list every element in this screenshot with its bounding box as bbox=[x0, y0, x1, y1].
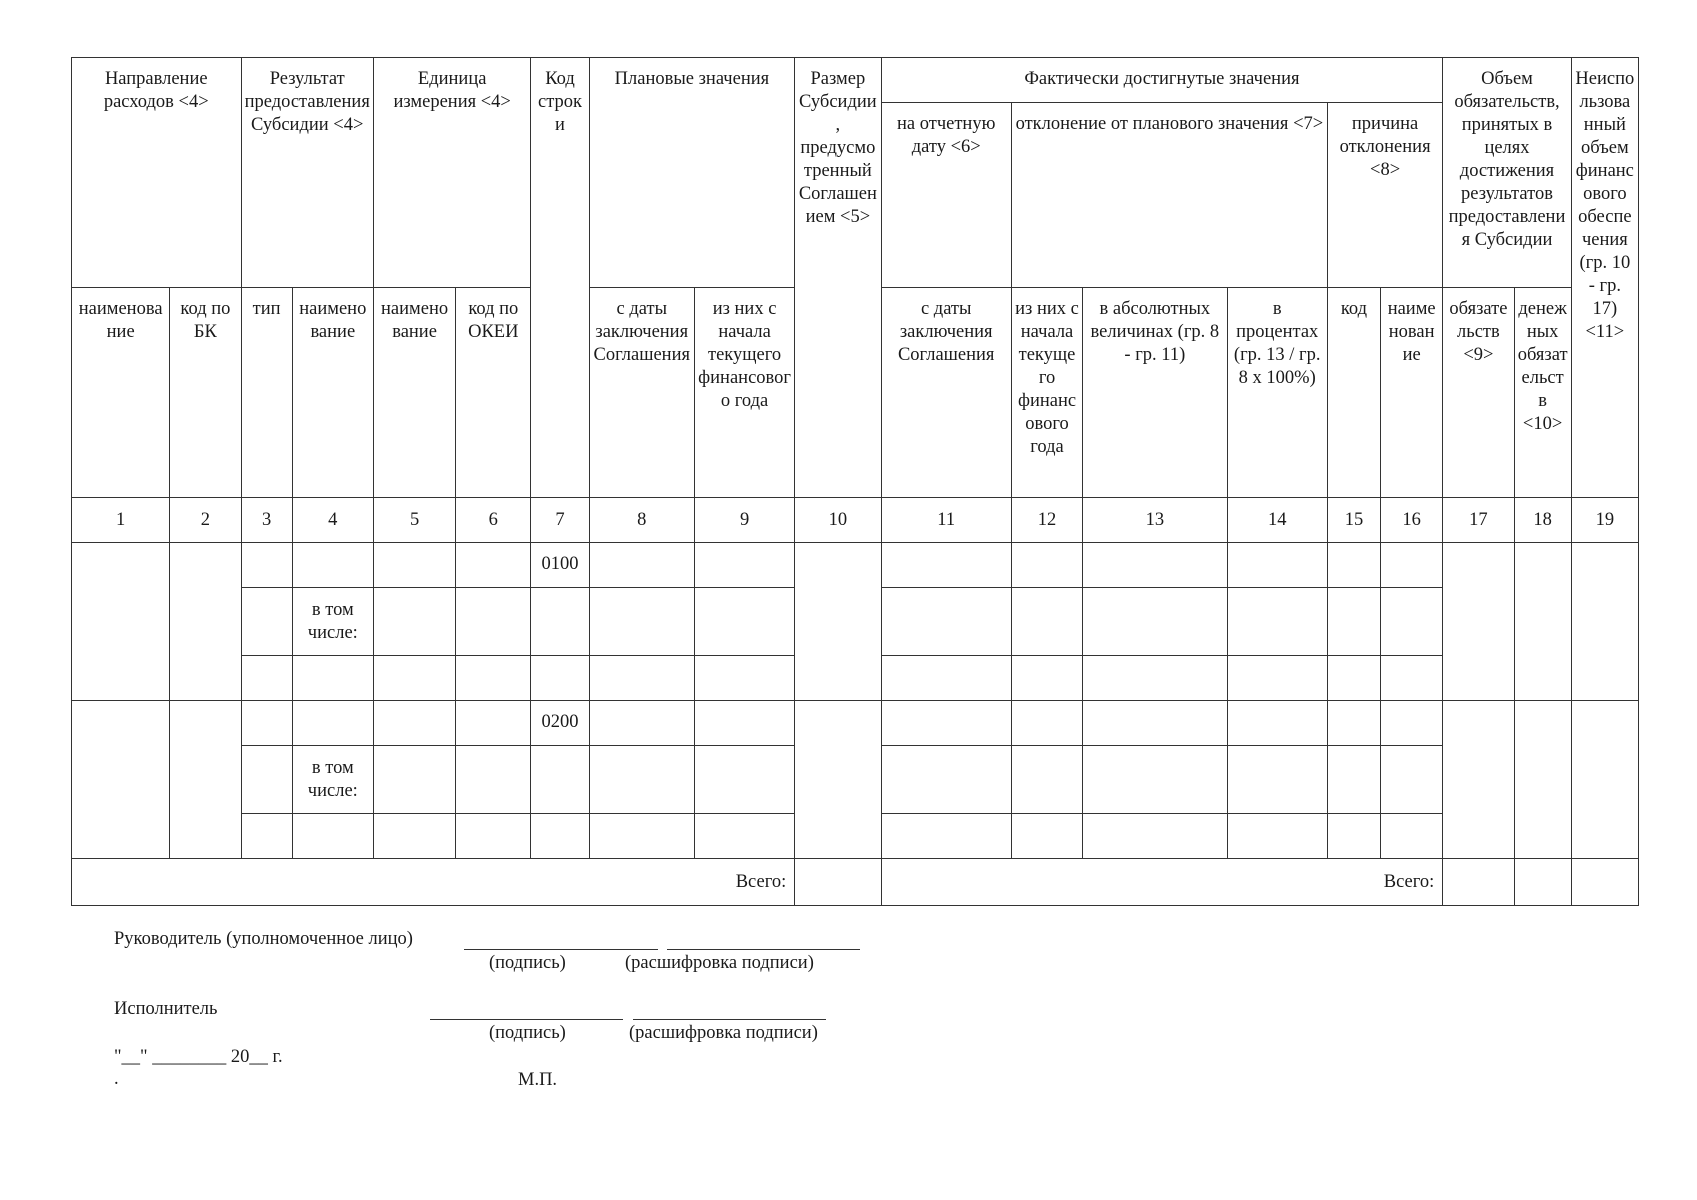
subheader-obligations: обязательств <9> bbox=[1443, 288, 1514, 498]
cell-reason-name[interactable] bbox=[1381, 656, 1443, 701]
report-table-frame bbox=[71, 57, 1639, 905]
cell-line-code[interactable] bbox=[531, 746, 589, 814]
column-number: 19 bbox=[1571, 498, 1638, 543]
head-signature-caption: (подпись) bbox=[489, 953, 566, 973]
cell-reason-name[interactable] bbox=[1381, 746, 1443, 814]
cell-obligations[interactable] bbox=[1443, 543, 1514, 701]
head-decode-line[interactable] bbox=[667, 949, 860, 950]
cell-result-name[interactable] bbox=[292, 543, 373, 588]
cell-plan-from-date[interactable] bbox=[589, 746, 694, 814]
head-decode-caption: (расшифровка подписи) bbox=[625, 953, 814, 973]
header-report-date: на отчетную дату <6> bbox=[881, 103, 1011, 288]
cell-total-subsidy-size[interactable] bbox=[795, 859, 881, 906]
column-number: 16 bbox=[1381, 498, 1443, 543]
cell-plan-from-date[interactable] bbox=[589, 543, 694, 588]
cell-money-obligations[interactable] bbox=[1514, 543, 1571, 701]
subheader-fact-from-date: с даты заключения Соглашения bbox=[881, 288, 1011, 498]
cell-deviation-percent[interactable] bbox=[1227, 656, 1327, 701]
column-number: 4 bbox=[292, 498, 373, 543]
column-number: 7 bbox=[531, 498, 589, 543]
cell-line-code: 0100 bbox=[531, 543, 589, 588]
including-label: в том числе: bbox=[292, 588, 373, 656]
cell-fact-current-year[interactable] bbox=[1011, 814, 1082, 859]
cell-reason-name[interactable] bbox=[1381, 701, 1443, 746]
cell-unit-name[interactable] bbox=[373, 746, 455, 814]
date-line: "__" ________ 20__ г. bbox=[114, 1047, 283, 1067]
cell-fact-from-date[interactable] bbox=[881, 656, 1011, 701]
cell-direction-name[interactable] bbox=[72, 701, 170, 859]
subheader-reason-code: код bbox=[1327, 288, 1380, 498]
cell-plan-current-year[interactable] bbox=[694, 814, 794, 859]
cell-result-type[interactable] bbox=[241, 543, 292, 588]
cell-result-type[interactable] bbox=[241, 656, 292, 701]
cell-total-money-obligations[interactable] bbox=[1514, 859, 1571, 906]
subheader-deviation-absolute: в абсолютных величинах (гр. 8 - гр. 11) bbox=[1083, 288, 1227, 498]
cell-result-type[interactable] bbox=[241, 746, 292, 814]
cell-result-name[interactable] bbox=[292, 814, 373, 859]
cell-unit-name[interactable] bbox=[373, 701, 455, 746]
cell-fact-from-date[interactable] bbox=[881, 746, 1011, 814]
column-number: 9 bbox=[694, 498, 794, 543]
cell-unit-name[interactable] bbox=[373, 543, 455, 588]
cell-fact-current-year[interactable] bbox=[1011, 543, 1082, 588]
cell-okei-code[interactable] bbox=[456, 588, 531, 656]
cell-plan-from-date[interactable] bbox=[589, 656, 694, 701]
cell-unit-name[interactable] bbox=[373, 656, 455, 701]
cell-fact-current-year[interactable] bbox=[1011, 701, 1082, 746]
cell-plan-from-date[interactable] bbox=[589, 588, 694, 656]
cell-unit-name[interactable] bbox=[373, 814, 455, 859]
cell-reason-code[interactable] bbox=[1327, 656, 1380, 701]
cell-okei-code[interactable] bbox=[456, 543, 531, 588]
cell-result-name[interactable] bbox=[292, 701, 373, 746]
cell-reason-name[interactable] bbox=[1381, 588, 1443, 656]
cell-deviation-absolute[interactable] bbox=[1083, 701, 1227, 746]
cell-line-code[interactable] bbox=[531, 814, 589, 859]
total-label-right: Всего: bbox=[881, 859, 1443, 906]
cell-deviation-absolute[interactable] bbox=[1083, 814, 1227, 859]
header-line-code: Код строки bbox=[531, 58, 589, 498]
header-plan-values: Плановые значения bbox=[589, 58, 795, 288]
cell-okei-code[interactable] bbox=[456, 701, 531, 746]
cell-plan-current-year[interactable] bbox=[694, 701, 794, 746]
header-unit: Единица измерения <4> bbox=[373, 58, 530, 288]
cell-money-obligations[interactable] bbox=[1514, 701, 1571, 859]
subheader-okei-code: код по ОКЕИ bbox=[456, 288, 531, 498]
cell-plan-current-year[interactable] bbox=[694, 746, 794, 814]
column-number: 1 bbox=[72, 498, 170, 543]
subheader-unit-name: наименование bbox=[373, 288, 455, 498]
column-number: 6 bbox=[456, 498, 531, 543]
column-number: 11 bbox=[881, 498, 1011, 543]
column-number: 13 bbox=[1083, 498, 1227, 543]
subheader-money-obligations: денежных обязательств <10> bbox=[1514, 288, 1571, 498]
subheader-direction-name: наименование bbox=[72, 288, 170, 498]
header-result: Результат предоставления Субсидии <4> bbox=[241, 58, 373, 288]
subheader-result-name: наименование bbox=[292, 288, 373, 498]
stamp-place: М.П. bbox=[518, 1070, 558, 1090]
column-number: 15 bbox=[1327, 498, 1380, 543]
cell-subsidy-size[interactable] bbox=[795, 701, 881, 859]
cell-plan-from-date[interactable] bbox=[589, 814, 694, 859]
cell-reason-code[interactable] bbox=[1327, 588, 1380, 656]
cell-plan-current-year[interactable] bbox=[694, 656, 794, 701]
dot-mark: . bbox=[114, 1069, 119, 1089]
cell-deviation-absolute[interactable] bbox=[1083, 543, 1227, 588]
column-number: 5 bbox=[373, 498, 455, 543]
cell-unused-volume[interactable] bbox=[1571, 543, 1638, 701]
column-number: 2 bbox=[170, 498, 241, 543]
cell-line-code: 0200 bbox=[531, 701, 589, 746]
cell-result-type[interactable] bbox=[241, 588, 292, 656]
header-subsidy-size: Размер Субсидии, предусмотренный Соглашением <5> bbox=[795, 58, 881, 498]
report-table bbox=[71, 57, 1639, 906]
cell-fact-from-date[interactable] bbox=[881, 543, 1011, 588]
cell-bk-code[interactable] bbox=[170, 701, 241, 859]
executor-decode-caption: (расшифровка подписи) bbox=[629, 1023, 818, 1043]
header-obligations: Объем обязательств, принятых в целях достижения результатов предоставления Субсидии bbox=[1443, 58, 1571, 288]
cell-deviation-absolute[interactable] bbox=[1083, 656, 1227, 701]
header-direction: Направление расходов <4> bbox=[72, 58, 242, 288]
cell-deviation-percent[interactable] bbox=[1227, 746, 1327, 814]
column-number: 12 bbox=[1011, 498, 1082, 543]
cell-result-type[interactable] bbox=[241, 814, 292, 859]
column-number: 14 bbox=[1227, 498, 1327, 543]
cell-deviation-absolute[interactable] bbox=[1083, 588, 1227, 656]
subheader-plan-from-date: с даты заключения Соглашения bbox=[589, 288, 694, 498]
executor-label: Исполнитель bbox=[114, 999, 218, 1019]
cell-result-type[interactable] bbox=[241, 701, 292, 746]
cell-deviation-absolute[interactable] bbox=[1083, 746, 1227, 814]
cell-reason-name[interactable] bbox=[1381, 543, 1443, 588]
subheader-deviation-percent: в процентах (гр. 13 / гр. 8 x 100%) bbox=[1227, 288, 1327, 498]
cell-total-obligations[interactable] bbox=[1443, 859, 1514, 906]
header-deviation-reason: причина отклонения <8> bbox=[1327, 103, 1442, 288]
column-number: 18 bbox=[1514, 498, 1571, 543]
cell-obligations[interactable] bbox=[1443, 701, 1514, 859]
cell-unused-volume[interactable] bbox=[1571, 701, 1638, 859]
cell-reason-code[interactable] bbox=[1327, 746, 1380, 814]
column-number: 8 bbox=[589, 498, 694, 543]
executor-decode-line[interactable] bbox=[633, 1019, 826, 1020]
cell-reason-code[interactable] bbox=[1327, 814, 1380, 859]
subheader-plan-current-year: из них с начала текущего финансового года bbox=[694, 288, 794, 498]
cell-plan-current-year[interactable] bbox=[694, 588, 794, 656]
cell-reason-code[interactable] bbox=[1327, 701, 1380, 746]
cell-direction-name[interactable] bbox=[72, 543, 170, 701]
cell-unit-name[interactable] bbox=[373, 588, 455, 656]
subheader-fact-current-year: из них с начала текущего финансового года bbox=[1011, 288, 1082, 498]
cell-okei-code[interactable] bbox=[456, 656, 531, 701]
cell-fact-current-year[interactable] bbox=[1011, 656, 1082, 701]
cell-fact-from-date[interactable] bbox=[881, 588, 1011, 656]
cell-total-unused-volume[interactable] bbox=[1571, 859, 1638, 906]
cell-fact-current-year[interactable] bbox=[1011, 746, 1082, 814]
cell-fact-current-year[interactable] bbox=[1011, 588, 1082, 656]
cell-result-name[interactable] bbox=[292, 656, 373, 701]
cell-line-code[interactable] bbox=[531, 588, 589, 656]
header-unused-volume: Неиспользованный объем финансового обеспечения (гр. 10 - гр. 17) <11> bbox=[1571, 58, 1638, 498]
column-number: 17 bbox=[1443, 498, 1514, 543]
cell-plan-from-date[interactable] bbox=[589, 701, 694, 746]
executor-signature-caption: (подпись) bbox=[489, 1023, 566, 1043]
cell-okei-code[interactable] bbox=[456, 814, 531, 859]
executor-signature-line[interactable] bbox=[430, 1019, 623, 1020]
cell-deviation-percent[interactable] bbox=[1227, 814, 1327, 859]
cell-reason-code[interactable] bbox=[1327, 543, 1380, 588]
total-label-left: Всего: bbox=[72, 859, 795, 906]
column-number: 3 bbox=[241, 498, 292, 543]
cell-line-code[interactable] bbox=[531, 656, 589, 701]
subheader-result-type: тип bbox=[241, 288, 292, 498]
subheader-reason-name: наименование bbox=[1381, 288, 1443, 498]
cell-fact-from-date[interactable] bbox=[881, 814, 1011, 859]
cell-reason-name[interactable] bbox=[1381, 814, 1443, 859]
cell-deviation-percent[interactable] bbox=[1227, 701, 1327, 746]
head-label: Руководитель (уполномоченное лицо) bbox=[114, 929, 413, 949]
cell-deviation-percent[interactable] bbox=[1227, 543, 1327, 588]
cell-subsidy-size[interactable] bbox=[795, 543, 881, 701]
cell-fact-from-date[interactable] bbox=[881, 701, 1011, 746]
cell-deviation-percent[interactable] bbox=[1227, 588, 1327, 656]
head-signature-line[interactable] bbox=[464, 949, 658, 950]
including-label: в том числе: bbox=[292, 746, 373, 814]
subheader-bk-code: код по БК bbox=[170, 288, 241, 498]
cell-okei-code[interactable] bbox=[456, 746, 531, 814]
column-number: 10 bbox=[795, 498, 881, 543]
cell-plan-current-year[interactable] bbox=[694, 543, 794, 588]
header-fact-values: Фактически достигнутые значения bbox=[881, 58, 1443, 103]
header-deviation: отклонение от планового значения <7> bbox=[1011, 103, 1327, 288]
cell-bk-code[interactable] bbox=[170, 543, 241, 701]
